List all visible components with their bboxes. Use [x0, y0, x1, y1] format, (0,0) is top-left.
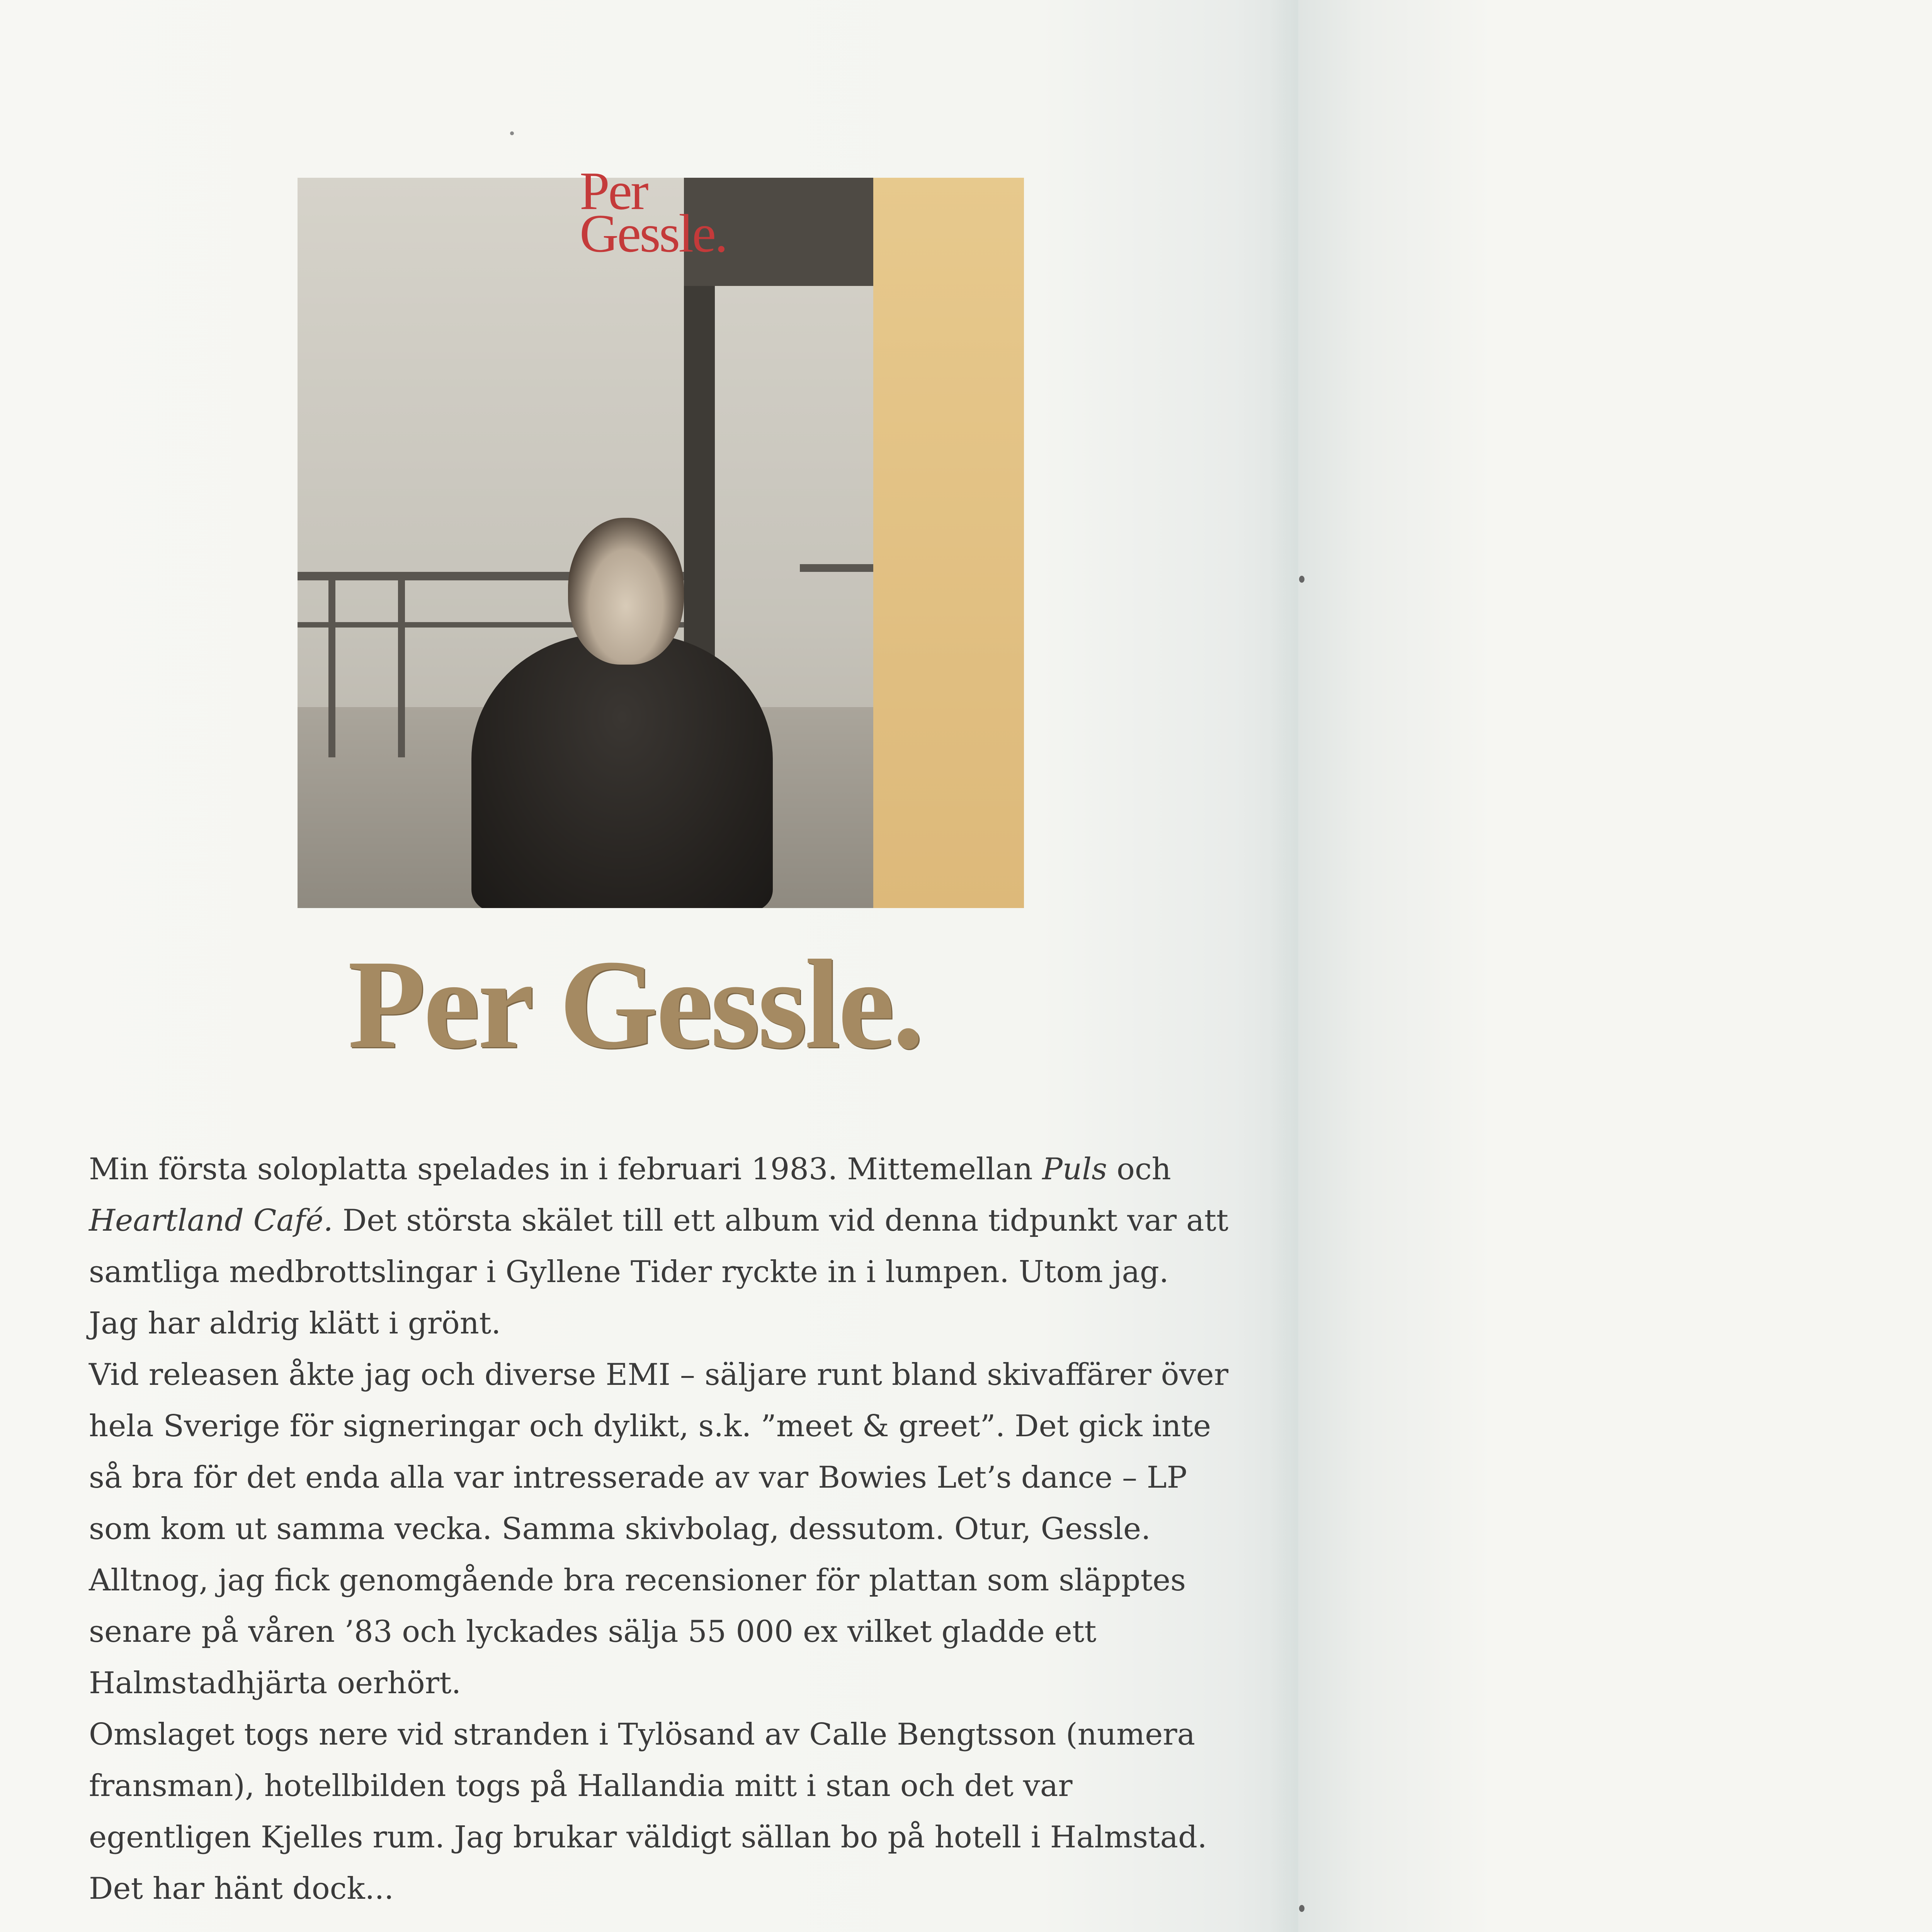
- italic-text: Heartland Café.: [89, 1203, 333, 1238]
- cover-text-line1: Per: [580, 161, 647, 221]
- cover-text-line2: Gessle.: [580, 204, 727, 264]
- body-text: Jag har aldrig klätt i grönt.: [89, 1306, 501, 1341]
- album-cover-image: [298, 178, 1024, 908]
- italic-text: Puls: [1042, 1152, 1107, 1187]
- body-text: Det största skälet till ett album vid denna tidpunkt var att samtliga medbrottslingar i Gyllene Tider ryckte in i lumpen. Utom jag.: [89, 1203, 1229, 1289]
- cover-color-stripe: [873, 178, 1024, 908]
- staple-mark: [1299, 1905, 1304, 1912]
- left-text-column: [89, 1144, 1233, 1932]
- cover-railing-post: [328, 572, 335, 757]
- right-page: [1298, 0, 1932, 1932]
- body-text: Min första soloplatta spelades in i februari 1983. Mittemellan: [89, 1152, 1043, 1187]
- cover-railing-post: [398, 572, 405, 757]
- cover-figure-coat: [471, 634, 773, 908]
- body-text: Vid releasen åkte jag och diverse EMI – säljare runt bland skivaffärer över hela Sverige för signeringar och dylikt, s.k. ”meet & greet”. Det gick inte så bra för det enda alla var intresserade av var Bowies Let’s dance – LP som kom ut samma vecka. Samma skivbolag, dessutom. Otur, Gessle. Alltnog, jag fick genomgående bra recensioner för plattan som släpptes senare på våren ’83 och lyckades sälja 55 000 ex vilket gladde ett Halmstadhjärta oerhört.: [89, 1357, 1228, 1701]
- page-title: Per Gessle.: [348, 934, 922, 1075]
- body-text: Omslaget togs nere vid stranden i Tylösand av Calle Bengtsson (numera fransman), hotellbilden togs på Hallandia mitt i stan och det var egentligen Kjelles rum. Jag brukar väldigt sällan bo på hotell i Halmstad. Det har hänt dock...: [89, 1717, 1207, 1906]
- cover-artist-text: [580, 161, 727, 264]
- staple-mark: [1299, 576, 1304, 583]
- intro-paragraph: [89, 1709, 1233, 1915]
- cover-railing-right: [800, 564, 873, 572]
- intro-paragraph: [89, 1349, 1233, 1709]
- scan-speck: [510, 131, 514, 135]
- body-text: och: [1107, 1152, 1171, 1187]
- intro-paragraph: [89, 1298, 1233, 1349]
- intro-paragraph: [89, 1144, 1233, 1298]
- cover-figure-head: [568, 518, 684, 665]
